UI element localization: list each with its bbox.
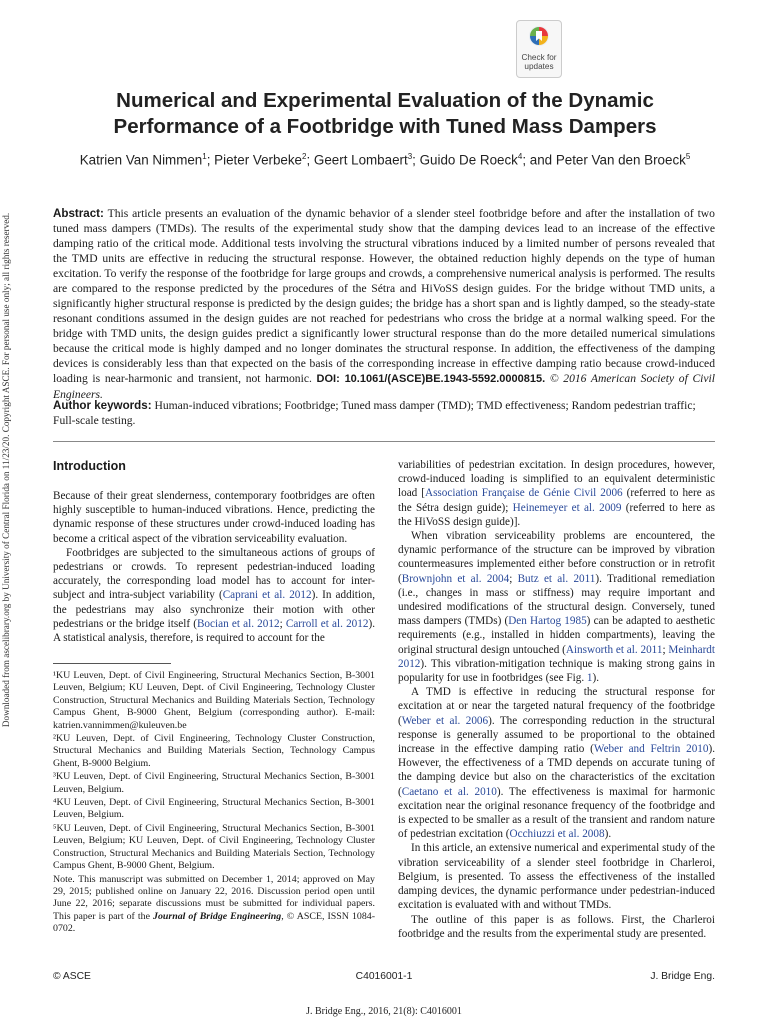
- intro-paragraph-2: Footbridges are subjected to the simultaneous actions of groups of pedestrians or crowds. To represent pedestrian-induced loading accurately, the corresponding load model has to account for inter-subject and intra-subject variability (Caprani et al. 2012). In addition, the pedestrians may also synchronize their motion with other pedestrians or the bridge itself (Bocian et al. 2012; Carroll et al. 2012). A statistical analysis, therefore, is required to account for the: [53, 546, 376, 645]
- citation-link[interactable]: Den Hartog 1985: [508, 615, 587, 628]
- citation-link[interactable]: Bocian et al. 2012: [196, 617, 280, 630]
- abstract-text: This article presents an evaluation of the dynamic behavior of a slender steel footbridge before and after the installation of two tuned mass dampers (TMDs). The results of the experimental study show that the damping devices lead to an increase of the effective damping ratio of the critical mode. Additional tests involving the structural vibrations induced by a limited number of persons revealed that the TMD units are effective in reducing the structural response. However, the obtained reduction highly depends on the type of human excitation. To verify the response of the footbridge for large groups and crowds, a comprehensive numerical analysis is performed. The results are compared to the response predicted by the procedures of the Sétra and HiVoSS design guides. For the bridge without TMD units, a significantly higher structural response is predicted by the design guides; the bridge has a short span and is lightly damped, so the steady-state resonant conditions assumed in the design guides are not reached for pedestrians who cross the bridge at a normal walking speed. For the bridge with TMD units, the design guides predict a significantly lower structural response than do the more detailed numerical simulations because the critical mode is highly damped and no longer dominates the structural response. In addition, the effectiveness of the damping devices is considerably less than that expected on the basis of the corresponding increase in effective damping ratio because crowd-induced loading is near-harmonic and transient, not harmonic.: [53, 207, 715, 385]
- author-affiliation-marker: 1: [202, 152, 207, 161]
- section-divider: [53, 441, 715, 442]
- doi-link[interactable]: DOI: 10.1061/(ASCE)BE.1943-5592.0000815.: [316, 373, 546, 385]
- intro-body: [53, 489, 375, 645]
- footnote-3: ³KU Leuven, Dept. of Civil Engineering, Structural Mechanics Section, B-3001 Leuven, Belgium.: [53, 771, 375, 795]
- right-paragraph-1: variabilities of pedestrian excitation. In design procedures, however, crowd-induced loading is simplified to an equivalent deterministic load [Association Française de Génie Civil 2006 (referred to here as the Sétra design guide); Heinemeyer et al. 2009 (referred to here as the HiVoSS design guide)].: [398, 459, 716, 528]
- citation-link[interactable]: Meinhardt 2012: [398, 643, 716, 670]
- badge-label-1: Check for: [521, 53, 557, 62]
- download-sidebar: [0, 0, 14, 1024]
- intro-heading: Introduction: [53, 459, 126, 473]
- author-keywords: [53, 398, 715, 428]
- author-name: Peter Van den Broeck: [555, 152, 686, 168]
- badge-label-2: updates: [524, 62, 554, 71]
- citation-link[interactable]: Caetano et al. 2010: [401, 785, 497, 798]
- intro-paragraph-1: Because of their great slenderness, contemporary footbridges are often highly susceptible to human-induced vibrations. Hence, predicting the dynamic response of these structures under crowd-induced loading has become a critical aspect of the vibration serviceability evaluation.: [53, 490, 375, 545]
- author-affiliation-marker: 5: [685, 152, 691, 161]
- citation-link[interactable]: Ainsworth et al. 2011: [565, 643, 663, 656]
- right-paragraph-5: The outline of this paper is as follows. First, the Charleroi footbridge and the results from the experimental study are presented.: [398, 913, 715, 940]
- citation-footer: J. Bridge Eng., 2016, 21(8): C4016001: [306, 1006, 462, 1017]
- footer-page-id: C4016001-1: [355, 971, 413, 982]
- keywords-text: Human-induced vibrations; Footbridge; Tuned mass damper (TMD); TMD effectiveness; Random pedestrian traffic; Full-scale testing.: [53, 399, 696, 427]
- citation-link[interactable]: Occhiuzzi et al. 2008: [509, 828, 605, 841]
- check-for-updates-badge[interactable]: [516, 20, 562, 78]
- footnote-4: ⁴KU Leuven, Dept. of Civil Engineering, Structural Mechanics Section, B-3001 Leuven, Belgium.: [53, 797, 375, 821]
- citation-link[interactable]: Carroll et al. 2012: [285, 617, 369, 630]
- footnotes: [53, 670, 375, 937]
- citation-link[interactable]: Heinemeyer et al. 2009: [512, 501, 622, 514]
- manuscript-note: Note. This manuscript was submitted on December 1, 2014; approved on May 29, 2015; published online on January 22, 2016. Discussion period open until June 22, 2016; separate discussions must be submitted for individual papers. This paper is part of the Journal of Bridge Engineering, © ASCE, ISSN 1084-0702.: [53, 873, 375, 935]
- figure-link[interactable]: 1: [586, 672, 593, 685]
- abstract: [53, 206, 715, 402]
- footer-copyright: © ASCE: [53, 971, 91, 982]
- author-name: Geert Lombaert: [313, 152, 408, 168]
- abstract-label: Abstract:: [53, 207, 104, 220]
- citation-link[interactable]: Association Française de Génie Civil 2006: [424, 487, 623, 500]
- right-paragraph-3: A TMD is effective in reducing the structural response for excitation at or near the targeted natural frequency of the footbridge (Weber et al. 2006). The corresponding reduction in the structural response is generally assumed to be proportional to the obtained increase in the effective damping ratio (Weber and Feltrin 2010). However, the effectiveness of a TMD depends on accurate tuning of the damping device but also on the characteristics of the excitation (Caetano et al. 2010). The effectiveness is maximal for harmonic excitation near the original resonance frequency of the footbridge and is expected to be smaller as a result of the transient and random nature of pedestrian excitation (Occhiuzzi et al. 2008).: [398, 686, 716, 841]
- author-name: Pieter Verbeke: [214, 152, 303, 168]
- author-affiliation-marker: 4: [517, 152, 523, 161]
- author-name: Guido De Roeck: [419, 152, 518, 168]
- footnote-1: ¹KU Leuven, Dept. of Civil Engineering, Structural Mechanics Section, B-3001 Leuven, Belgium; KU Leuven, Dept. of Civil Engineering, Technology Cluster Construction, Structural Mechanics and Building Materials Section, Technology Campus Ghent, B-9000 Ghent, Belgium (corresponding author). E-mail: katrien.vannimmen@kuleuven.be: [53, 670, 375, 731]
- right-paragraph-2: When vibration serviceability problems are encountered, the dynamic performance of the structure can be improved by vibration countermeasures implemented either before construction or in retrofit (Brownjohn et al. 2004; Butz et al. 2011). Traditional remediation (i.e., changes in mass or stiffness) may require important and undesired modifications of the structural design. Conversely, tuned mass dampers (TMDs) (Den Hartog 1985) can be adapted to aesthetic requirements (e.g., installed in hidden compartments), leaving the original structural design untouched (Ainsworth et al. 2011; Meinhardt 2012). This vibration-mitigation technique is making strong gains in popularity for use in footbridges (see Fig. 1).: [398, 530, 716, 685]
- title-line-2: Performance of a Footbridge with Tuned Mass Dampers: [113, 115, 657, 138]
- author-name: Katrien Van Nimmen: [79, 152, 203, 168]
- citation-link[interactable]: Brownjohn et al. 2004: [401, 572, 510, 585]
- citation-link[interactable]: Weber et al. 2006: [401, 714, 489, 727]
- author-affiliation-marker: 3: [407, 152, 413, 161]
- right-paragraph-4: In this article, an extensive numerical and experimental study of the vibration serviceability of a slender steel footbridge in Charleroi, Belgium, is presented. To assess the effectiveness of the installed damping devices, the dynamic performance under pedestrian-induced excitation is evaluated with and without TMDs.: [398, 842, 715, 912]
- footnote-2: ²KU Leuven, Dept. of Civil Engineering, Technology Cluster Construction, Structural Mechanics and Building Materials Section, Technology Campus Ghent, B-9000 Belgium.: [53, 733, 375, 769]
- keywords-label: Author keywords:: [53, 399, 152, 412]
- footer-journal: J. Bridge Eng.: [650, 971, 715, 982]
- journal-name: Journal of Bridge Engineering: [153, 910, 282, 922]
- paper-title: [60, 88, 710, 140]
- citation-link[interactable]: Caprani et al. 2012: [222, 589, 312, 602]
- citation-link[interactable]: Butz et al. 2011: [517, 572, 596, 585]
- right-column: [398, 458, 715, 941]
- author-affiliation-marker: 2: [302, 152, 307, 161]
- bookmark-icon: [528, 25, 550, 47]
- download-notice: Downloaded from ascelibrary.org by University of Central Florida on 11/23/20. Copyright ASCE. For personal use only; all rights reserved.: [1, 212, 11, 728]
- footnote-divider: [53, 663, 171, 664]
- title-line-1: Numerical and Experimental Evaluation of the Dynamic: [116, 89, 654, 112]
- citation-link[interactable]: Weber and Feltrin 2010: [593, 743, 709, 756]
- left-column: [53, 459, 375, 645]
- footnote-5: ⁵KU Leuven, Dept. of Civil Engineering, Structural Mechanics Section, B-3001 Leuven, Belgium; KU Leuven, Dept. of Civil Engineering, Technology Cluster Construction, Structural Mechanics and Building Materials Section, Technology Campus Ghent, B-9000 Ghent, Belgium.: [53, 822, 375, 872]
- abstract-copyright: © 2016 American Society of Civil Engineers.: [53, 372, 715, 401]
- author-list: Katrien Van Nimmen$^1$; Pieter Verbeke$^2$; Geert Lombaert$^3$; Guido De Roeck$^4$; and Peter Van den Broeck$^5$: [79, 152, 691, 168]
